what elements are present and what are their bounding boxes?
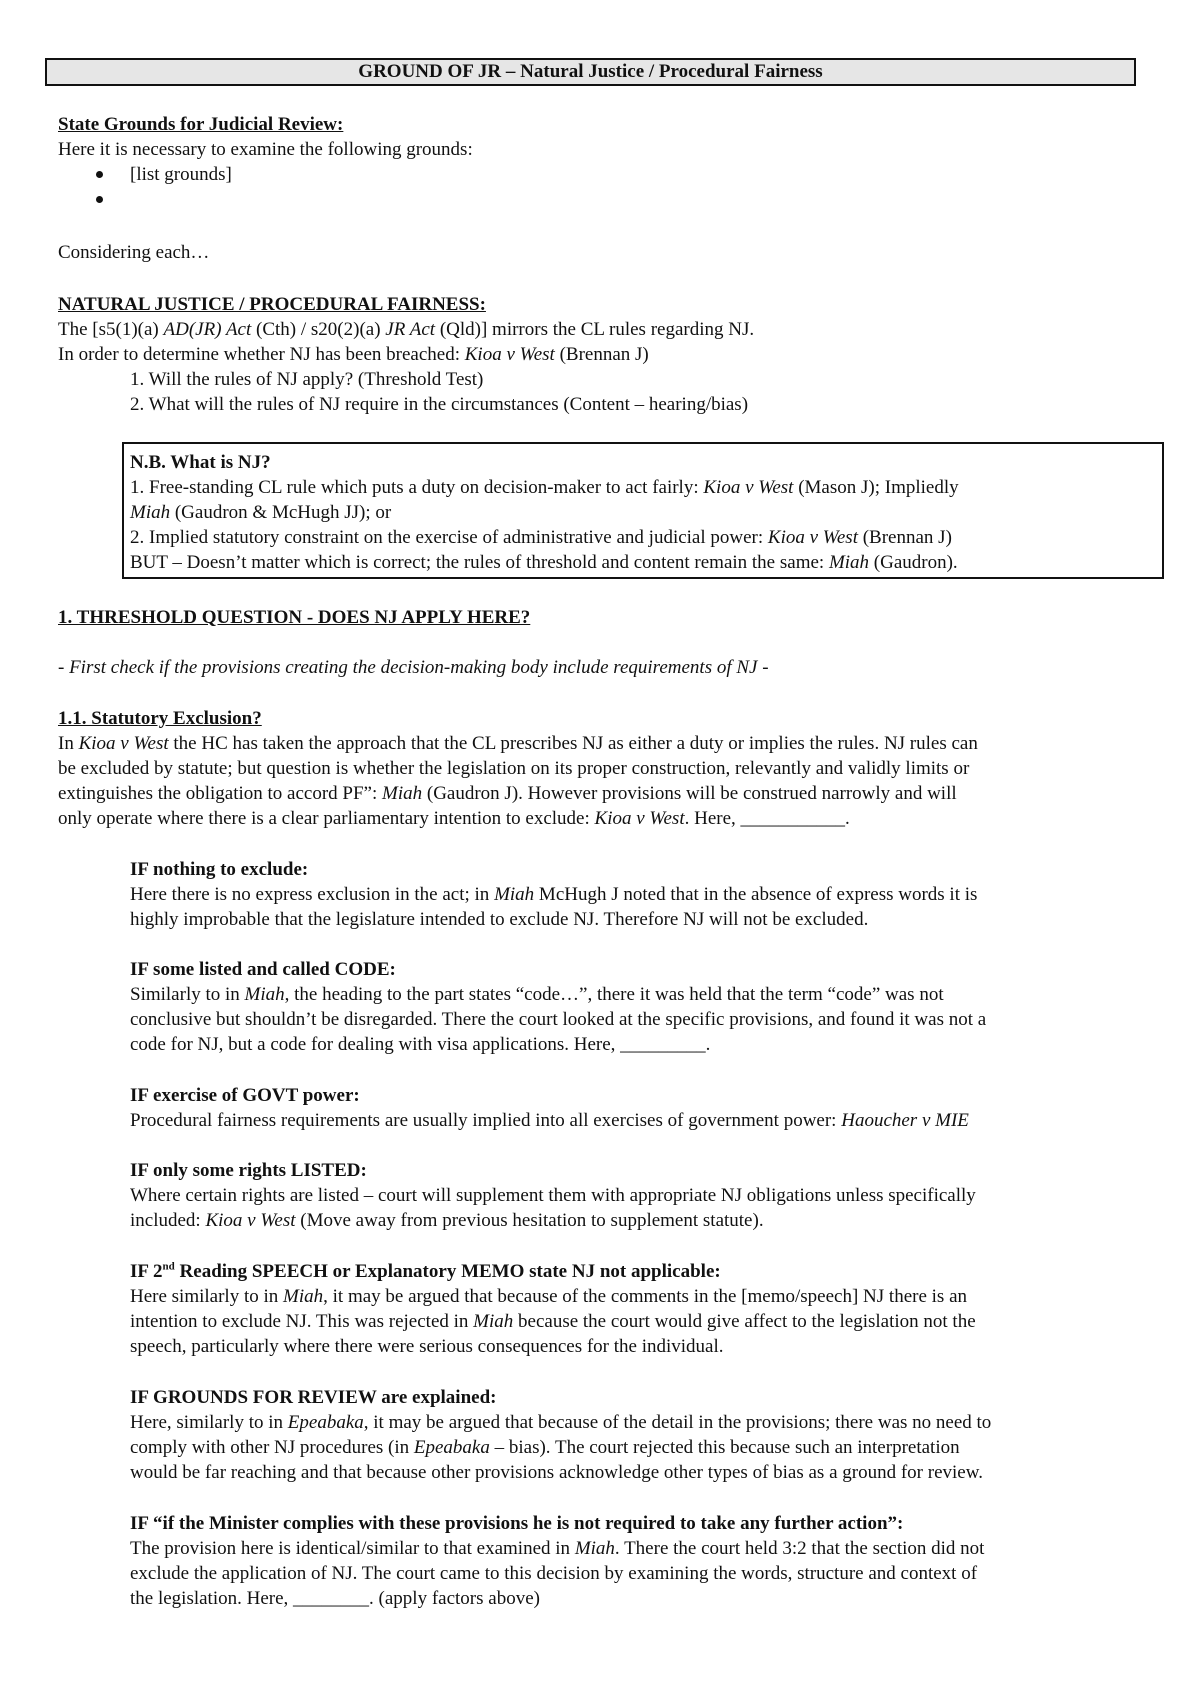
minister-heading: IF “if the Minister complies with these provisions he is not required to take any further action”: <box>130 1513 904 1534</box>
bullet-icon <box>96 171 103 178</box>
statutory-line-4: only operate where there is a clear parliamentary intention to exclude: Kioa v West. Here, ___________. <box>58 808 850 829</box>
listed-heading: IF only some rights LISTED: <box>130 1160 367 1181</box>
listed-line-2: included: Kioa v West (Move away from previous hesitation to supplement statute). <box>130 1210 764 1231</box>
nj-list-item-2: 2. What will the rules of NJ require in the circumstances (Content – hearing/bias) <box>130 394 749 415</box>
threshold-note: - First check if the provisions creating the decision-making body include requirements of NJ - <box>58 657 769 678</box>
grounds-line-1: Here, similarly to in Epeabaka, it may be argued that because of the detail in the provisions; there was no need to <box>130 1412 992 1433</box>
statutory-line-2: be excluded by statute; but question is whether the legislation on its proper construction, relevantly and validly limits or <box>58 758 970 779</box>
considering-text: Considering each… <box>58 242 210 263</box>
minister-line-3: the legislation. Here, ________. (apply factors above) <box>130 1588 540 1609</box>
nb-line-2: Miah (Gaudron & McHugh JJ); or <box>130 502 392 523</box>
nj-line-2: In order to determine whether NJ has been breached: Kioa v West (Brennan J) <box>58 344 649 365</box>
nb-line-3: 2. Implied statutory constraint on the exercise of administrative and judicial power: Kioa v West (Brennan J) <box>130 527 952 548</box>
nothing-line-1: Here there is no express exclusion in the act; in Miah McHugh J noted that in the absence of express words it is <box>130 884 978 905</box>
nb-heading: N.B. What is NJ? <box>130 452 271 473</box>
nj-line-1: The [s5(1)(a) AD(JR) Act (Cth) / s20(2)(a) JR Act (Qld)] mirrors the CL rules regarding NJ. <box>58 319 755 340</box>
nothing-heading: IF nothing to exclude: <box>130 859 309 880</box>
threshold-heading: 1. THRESHOLD QUESTION - DOES NJ APPLY HERE? <box>58 607 531 628</box>
state-grounds-intro: Here it is necessary to examine the following grounds: <box>58 139 473 160</box>
bullet-icon <box>96 196 103 203</box>
speech-line-2: intention to exclude NJ. This was rejected in Miah because the court would give affect to the legislation not the <box>130 1311 976 1332</box>
state-grounds-heading: State Grounds for Judicial Review: <box>58 114 344 135</box>
grounds-line-3: would be far reaching and that because other provisions acknowledge other types of bias as a ground for review. <box>130 1462 983 1483</box>
nothing-line-2: highly improbable that the legislature intended to exclude NJ. Therefore NJ will not be excluded. <box>130 909 869 930</box>
code-line-1: Similarly to in Miah, the heading to the part states “code…”, there it was held that the term “code” was not <box>130 984 944 1005</box>
speech-line-1: Here similarly to in Miah, it may be argued that because of the comments in the [memo/speech] NJ there is an <box>130 1286 967 1307</box>
govt-heading: IF exercise of GOVT power: <box>130 1085 360 1106</box>
listed-line-1: Where certain rights are listed – court will supplement them with appropriate NJ obligations unless specifically <box>130 1185 976 1206</box>
speech-line-3: speech, particularly where there were serious consequences for the individual. <box>130 1336 724 1357</box>
page-title: GROUND OF JR – Natural Justice / Procedural Fairness <box>45 58 1136 86</box>
statutory-heading: 1.1. Statutory Exclusion? <box>58 708 262 729</box>
grounds-line-2: comply with other NJ procedures (in Epeabaka – bias). The court rejected this because such an interpretation <box>130 1437 960 1458</box>
govt-line-1: Procedural fairness requirements are usually implied into all exercises of government power: Haoucher v MIE <box>130 1110 969 1131</box>
code-heading: IF some listed and called CODE: <box>130 959 396 980</box>
statutory-line-3: extinguishes the obligation to accord PF”: Miah (Gaudron J). However provisions will be construed narrowly and will <box>58 783 957 804</box>
nj-list-item-1: 1. Will the rules of NJ apply? (Threshold Test) <box>130 369 484 390</box>
code-line-2: conclusive but shouldn’t be disregarded. There the court looked at the specific provisions, and found it was not a <box>130 1009 987 1030</box>
nb-line-4: BUT – Doesn’t matter which is correct; the rules of threshold and content remain the same: Miah (Gaudron). <box>130 552 958 573</box>
minister-line-2: exclude the application of NJ. The court came to this decision by examining the words, structure and context of <box>130 1563 978 1584</box>
speech-heading: IF 2nd Reading SPEECH or Explanatory MEMO state NJ not applicable: <box>130 1260 721 1282</box>
grounds-heading: IF GROUNDS FOR REVIEW are explained: <box>130 1387 497 1408</box>
statutory-line-1: In Kioa v West the HC has taken the approach that the CL prescribes NJ as either a duty or implies the rules. NJ rules can <box>58 733 978 754</box>
minister-line-1: The provision here is identical/similar to that examined in Miah. There the court held 3:2 that the section did not <box>130 1538 985 1559</box>
nj-heading: NATURAL JUSTICE / PROCEDURAL FAIRNESS: <box>58 294 486 315</box>
grounds-list-item: [list grounds] <box>130 164 232 185</box>
nb-line-1: 1. Free-standing CL rule which puts a duty on decision-maker to act fairly: Kioa v West (Mason J); Impliedly <box>130 477 959 498</box>
code-line-3: code for NJ, but a code for dealing with visa applications. Here, _________. <box>130 1034 711 1055</box>
